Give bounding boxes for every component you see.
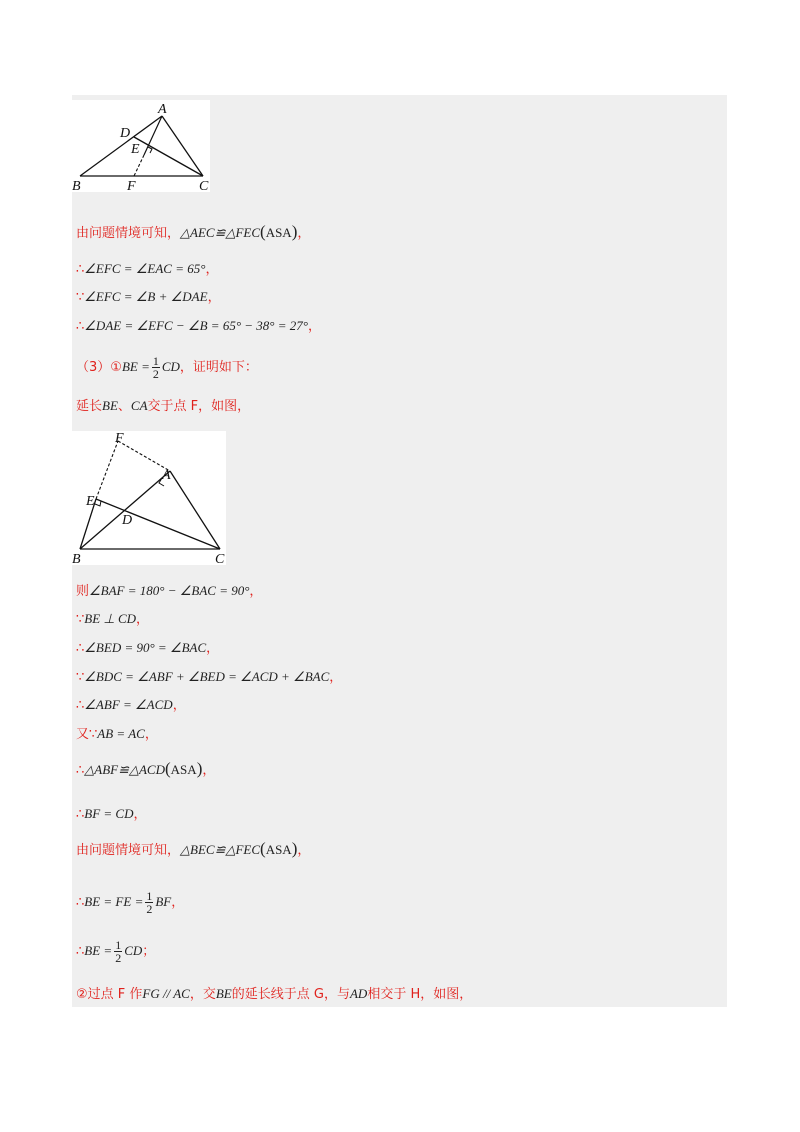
- line-3: ∵∠EFC = ∠B + ∠DAE，: [76, 289, 221, 305]
- line-5: （3）①BE = $\frac{1}{2}$ CD，证明如下：: [76, 354, 258, 381]
- label-E2: E: [86, 494, 95, 509]
- label-D2: D: [122, 513, 133, 528]
- label-C2: C: [215, 552, 225, 565]
- line-7: 则∠BAF = 180° − ∠BAC = 90°，: [76, 583, 263, 599]
- line-14: ∴BF = CD，: [76, 806, 147, 822]
- triangle-figure-2: [72, 431, 226, 565]
- line-12: 又∵AB = AC，: [76, 726, 158, 742]
- label-C: C: [199, 179, 209, 192]
- line-6: 延长BE、CA交于点 F，如图，: [76, 398, 251, 414]
- line-9: ∴∠BED = 90° = ∠BAC，: [76, 640, 220, 656]
- label-B: B: [72, 179, 81, 192]
- label-D: D: [120, 126, 131, 141]
- line-1: 由问题情境可知，△AEC≌△FEC(ASA)，: [76, 222, 311, 241]
- label-A2: A: [162, 468, 171, 483]
- label-E: E: [131, 142, 140, 157]
- line-16: ∴BE = FE = $\frac{1}{2}$ BF，: [76, 889, 185, 916]
- line-15: 由问题情境可知，△BEC≌△FEC(ASA)，: [76, 839, 311, 858]
- label-A: A: [158, 102, 167, 117]
- line-10: ∵∠BDC = ∠ABF + ∠BED = ∠ACD + ∠BAC，: [76, 669, 343, 685]
- line-17: ∴BE = $\frac{1}{2}$ CD；: [76, 938, 156, 965]
- label-F: F: [127, 179, 136, 192]
- line-8: ∵BE ⊥ CD，: [76, 611, 150, 627]
- label-B2: B: [72, 552, 81, 565]
- label-F2: F: [115, 431, 124, 446]
- line-2: ∴∠EFC = ∠EAC = 65°，: [76, 261, 219, 277]
- triangle-figure-1: [72, 100, 210, 192]
- line-11: ∴∠ABF = ∠ACD，: [76, 697, 186, 713]
- line-18: ②过点 F 作FG // AC，交BE的延长线于点 G，与AD相交于 H，如图，: [76, 986, 473, 1002]
- line-13: ∴△ABF≌△ACD(ASA)，: [76, 759, 216, 778]
- line-4: ∴∠DAE = ∠EFC − ∠B = 65° − 38° = 27°，: [76, 318, 321, 334]
